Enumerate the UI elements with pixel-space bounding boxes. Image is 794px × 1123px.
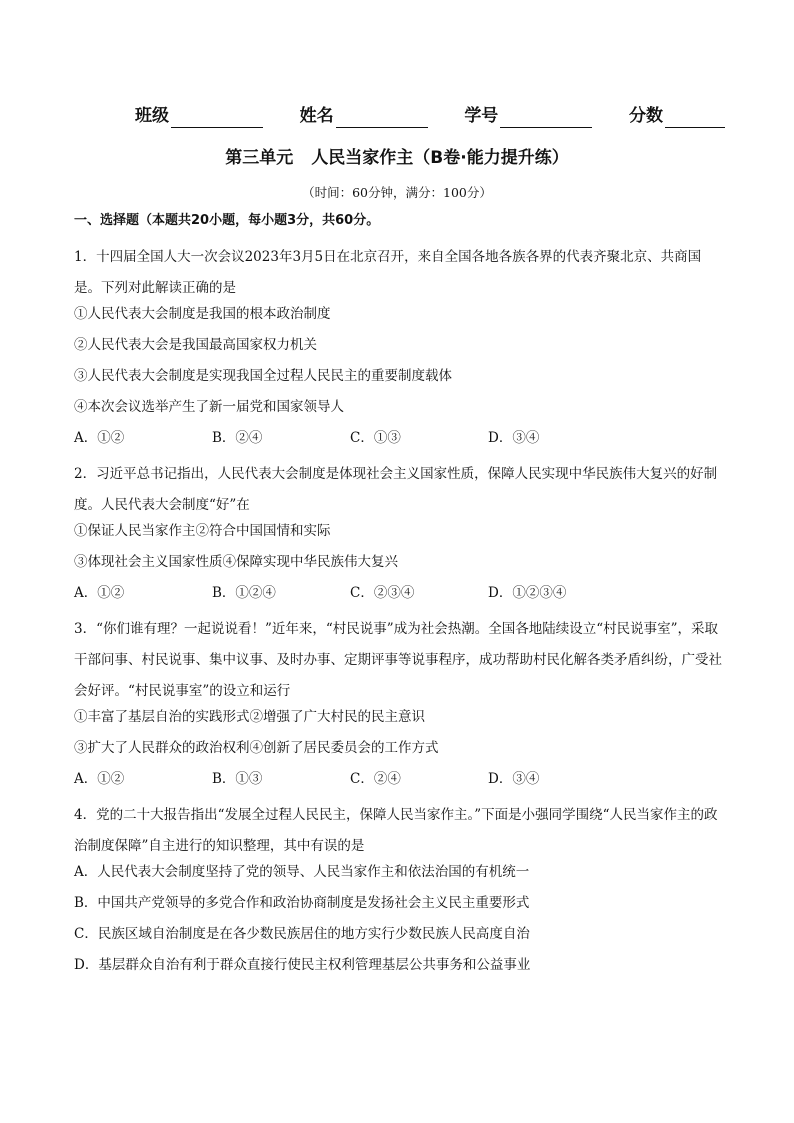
score-blank[interactable] — [665, 107, 725, 128]
student-info-line — [135, 104, 725, 128]
option-c[interactable]: C．②③④ — [350, 585, 415, 601]
class-blank[interactable] — [171, 107, 263, 128]
student-id-field — [464, 104, 592, 128]
question-list — [74, 211, 724, 986]
unit-title: 第三单元 — [225, 148, 294, 168]
option-c[interactable]: C．民族区域自治制度是在各少数民族居住的地方实行少数民族人民高度自治 — [74, 926, 530, 942]
student-id-label: 学号 — [464, 106, 499, 126]
exam-time-info: （时间：60分钟，满分：100分） — [302, 185, 492, 200]
option-d[interactable]: D．基层群众自治有利于群众直接行使民主权利管理基层公共事务和公益事业 — [74, 957, 531, 973]
question-stem: 3．“你们谁有理？一起说说看！”近年来，“村民说事”成为社会热潮。全国各地陆续设立“村民说事室”，采取干部问事、村民说事、集中议事、及时办事、定期评事等说事程序，成功帮助村民化解各类矛盾纠纷，广受社会好评。“村民说事室”的设立和运行 — [74, 621, 722, 699]
option-d[interactable]: D．①②③④ — [488, 585, 567, 601]
statement: ②人民代表大会是我国最高国家权力机关 — [74, 337, 317, 353]
option-c[interactable]: C．②④ — [350, 771, 401, 787]
name-label: 姓名 — [299, 106, 334, 126]
option-a[interactable]: A．①② — [74, 430, 125, 446]
statement: ③人民代表大会制度是实现我国全过程人民民主的重要制度载体 — [74, 368, 452, 384]
class-label: 班级 — [135, 106, 169, 126]
option-b[interactable]: B．②④ — [212, 430, 263, 446]
question-stem: 4．党的二十大报告指出“发展全过程人民民主，保障人民当家作主。”下面是小强同学围绕“人民当家作主的政治制度保障”自主进行的知识整理，其中有误的是 — [74, 807, 718, 854]
option-b[interactable]: B．①③ — [212, 771, 263, 787]
option-d[interactable]: D．③④ — [488, 430, 540, 446]
answer-options — [74, 769, 724, 789]
statement: ①人民代表大会制度是我国的根本政治制度 — [74, 306, 331, 322]
question-2 — [74, 459, 724, 603]
question-4 — [74, 800, 724, 975]
main-title: 人民当家作主（B卷·能力提升练） — [311, 148, 569, 168]
name-blank[interactable] — [336, 107, 428, 128]
option-a[interactable]: A．①② — [74, 585, 125, 601]
answer-options — [74, 583, 724, 603]
question-stem: 2．习近平总书记指出，人民代表大会制度是体现社会主义国家性质，保障人民实现中华民族伟大复兴的好制度。人民代表大会制度“好”在 — [74, 466, 718, 513]
name-field — [300, 104, 428, 128]
statement: ③体现社会主义国家性质④保障实现中华民族伟大复兴 — [74, 554, 398, 570]
question-stem: 1．十四届全国人大一次会议2023年3月5日在北京召开，来自全国各地各族各界的代表齐聚北京、共商国是。下列对此解读正确的是 — [74, 249, 702, 296]
option-d[interactable]: D．③④ — [488, 771, 540, 787]
option-b[interactable]: B．①②④ — [212, 585, 276, 601]
answer-options — [74, 428, 724, 448]
statement: ③扩大了人民群众的政治权利④创新了居民委员会的工作方式 — [74, 740, 439, 756]
score-label: 分数 — [628, 106, 663, 126]
option-a[interactable]: A．人民代表大会制度坚持了党的领导、人民当家作主和依法治国的有机统一 — [74, 864, 530, 880]
question-1 — [74, 242, 724, 448]
statement: ④本次会议选举产生了新一届党和国家领导人 — [74, 399, 344, 415]
page-title — [0, 146, 794, 170]
option-c[interactable]: C．①③ — [350, 430, 401, 446]
statement: ①丰富了基层自治的实践形式②增强了广大村民的民主意识 — [74, 709, 425, 725]
option-b[interactable]: B．中国共产党领导的多党合作和政治协商制度是发扬社会主义民主重要形式 — [74, 895, 530, 911]
score-field — [629, 104, 725, 128]
student-id-blank[interactable] — [500, 107, 592, 128]
class-field — [135, 104, 263, 128]
section-heading: 一、选择题（本题共20小题，每小题3分，共60分。 — [74, 213, 380, 228]
question-3 — [74, 614, 724, 789]
option-a[interactable]: A．①② — [74, 771, 125, 787]
statement: ①保证人民当家作主②符合中国国情和实际 — [74, 523, 331, 539]
